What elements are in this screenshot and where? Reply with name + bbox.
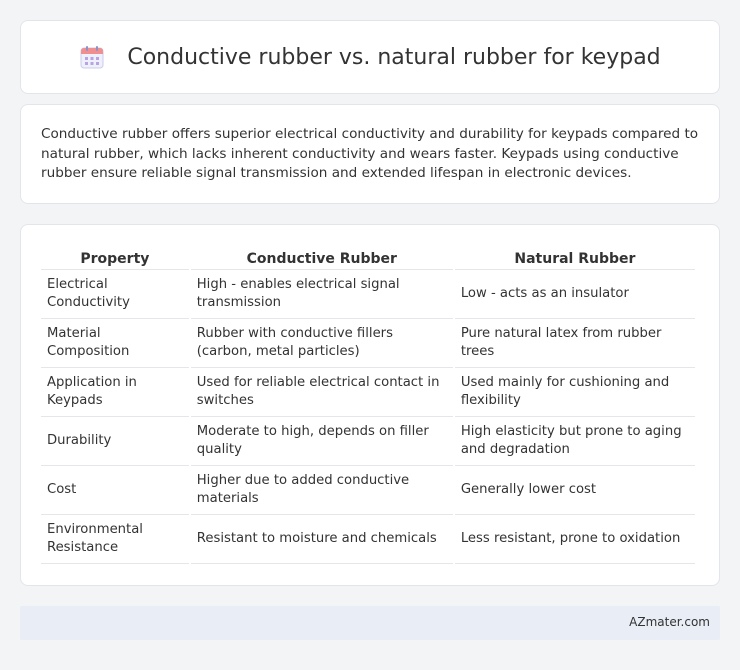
natural-cell: Pure natural latex from rubber trees: [455, 319, 695, 368]
calendar-icon: [79, 44, 105, 70]
property-cell: Electrical Conductivity: [41, 270, 189, 319]
table-row: [41, 515, 695, 564]
title-card: [20, 20, 720, 94]
conductive-cell: Used for reliable electrical contact in switches: [191, 368, 453, 417]
table-row: [41, 466, 695, 515]
property-cell: Environmental Resistance: [41, 515, 189, 564]
intro-card: [20, 104, 720, 204]
comparison-table-card: [20, 224, 720, 586]
natural-cell: High elasticity but prone to aging and degradation: [455, 417, 695, 466]
header-property: Property: [41, 245, 189, 270]
natural-cell: Used mainly for cushioning and flexibility: [455, 368, 695, 417]
header-conductive-rubber: Conductive Rubber: [191, 245, 453, 270]
conductive-cell: Higher due to added conductive materials: [191, 466, 453, 515]
footer-bar: [20, 606, 720, 640]
property-cell: Material Composition: [41, 319, 189, 368]
page-title: Conductive rubber vs. natural rubber for keypad: [127, 44, 661, 70]
table-row: [41, 368, 695, 417]
property-cell: Application in Keypads: [41, 368, 189, 417]
natural-cell: Less resistant, prone to oxidation: [455, 515, 695, 564]
property-cell: Cost: [41, 466, 189, 515]
comparison-table: [39, 245, 697, 564]
table-header-row: [41, 245, 695, 270]
conductive-cell: Moderate to high, depends on filler quality: [191, 417, 453, 466]
conductive-cell: Rubber with conductive fillers (carbon, metal particles): [191, 319, 453, 368]
intro-text: Conductive rubber offers superior electrical conductivity and durability for keypads compared to natural rubber, which lacks inherent conductivity and wears faster. Keypads using conductive rubber ensure reliable signal transmission and extended lifespan in electronic devices.: [41, 126, 699, 181]
natural-cell: Low - acts as an insulator: [455, 270, 695, 319]
table-row: [41, 319, 695, 368]
header-natural-rubber: Natural Rubber: [455, 245, 695, 270]
natural-cell: Generally lower cost: [455, 466, 695, 515]
conductive-cell: High - enables electrical signal transmission: [191, 270, 453, 319]
title-wrap: [79, 44, 660, 70]
property-cell: Durability: [41, 417, 189, 466]
footer-site-link[interactable]: AZmater.com: [629, 615, 710, 629]
table-row: [41, 270, 695, 319]
conductive-cell: Resistant to moisture and chemicals: [191, 515, 453, 564]
table-row: [41, 417, 695, 466]
